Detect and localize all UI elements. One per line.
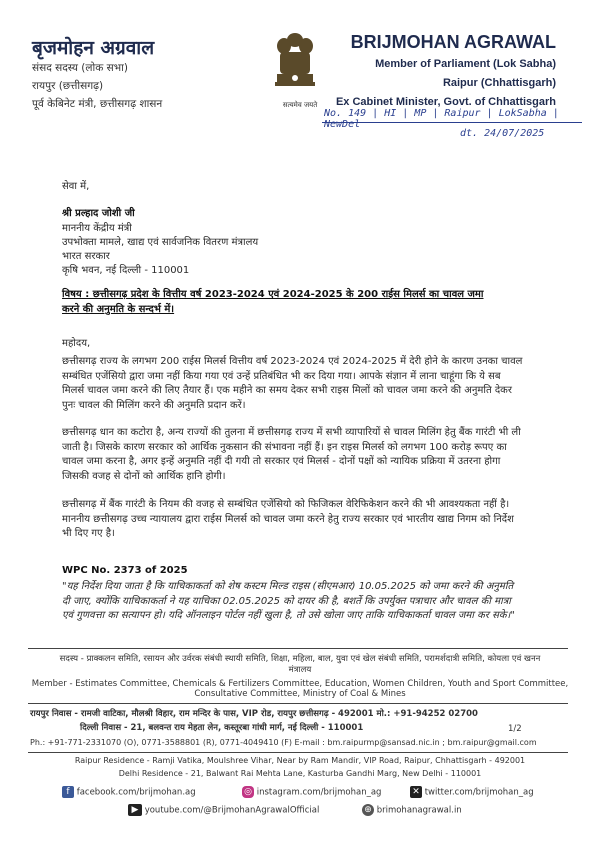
- recipient-line-4: कृषि भवन, नई दिल्ली - 110001: [62, 265, 190, 276]
- footer-divider-mid: [28, 703, 568, 704]
- twitter-x-icon: ✕: [410, 786, 422, 798]
- youtube-link[interactable]: ▶ youtube.com/@BrijmohanAgrawalOfficial: [128, 804, 319, 816]
- footer-delhi-hindi: दिल्ली निवास - 21, बलवन्त राय मेहता लेन, कस्तूरबा गांधी मार्ग, नई दिल्ली - 110001: [80, 723, 364, 733]
- facebook-icon: f: [62, 786, 74, 798]
- footer-raipur-hindi: रायपुर निवास - रामजी वाटिका, मौलश्री विहार, राम मन्दिर के पास, VIP रोड, रायपुर छत्तीसगढ़ - 492001 मो.: +91-94252 02700: [30, 709, 478, 719]
- recipient-line-1: माननीय केंद्रीय मंत्री: [62, 223, 132, 234]
- wpc-number: WPC No. 2373 of 2025: [62, 565, 188, 576]
- subject-line-2: करने की अनुमति के सन्दर्भ में।: [62, 304, 175, 315]
- paragraph-1: छत्तीसगढ़ राज्य के लगभग 200 राईस मिलर्स वित्तीय वर्ष 2023-2024 एवं 2024-2025 में देरी होने के कारण उनका चावल सम्बंधित एजेंसियो द्वारा जमा नहीं किया गया एवं उन्हें प्रतिबंधित भी कर दिया गया। आपके संज्ञान में लाना चाहूंगा कि ये सब मिलर्स चावल जमा करने की लिए तैयार हैं। एक महीने का समय देकर सभी राइस मिलों को चावल जमा करने की अनुमति देकर पुनः चावल की मिलिंग करने की अनुमति प्रदान करें।: [62, 356, 523, 411]
- subject-line-1: विषय : छत्तीसगढ़ प्रदेश के वित्तीय वर्ष 2023-2024 एवं 2024-2025 के 200 राईस मिलर्स का चावल जमा: [62, 289, 484, 300]
- footer-contact-line: Ph.: +91-771-2331070 (O), 0771-3588801 (R), 0771-4049410 (F) E-mail : bm.raipurmp@sansad.nic.in ; bm.raipur@gmail.com: [30, 738, 537, 747]
- motto: सत्यमेव जयते: [282, 101, 318, 109]
- english-name: BRIJMOHAN AGRAWAL: [350, 32, 556, 52]
- twitter-link[interactable]: ✕ twitter.com/brijmohan_ag: [410, 786, 534, 798]
- hindi-designation-1: संसद सदस्य (लोक सभा): [32, 62, 128, 74]
- footer-divider-low: [28, 752, 568, 753]
- instagram-icon: ◎: [242, 786, 254, 798]
- letter-date: dt. 24/07/2025: [460, 128, 545, 139]
- globe-icon: ⊕: [362, 804, 374, 816]
- reference-number: No. 149 | HI | MP | Raipur | LokSabha | NewDel: [324, 108, 559, 130]
- hindi-designation-2: रायपुर (छत्तीसगढ़): [32, 80, 104, 92]
- recipient-line-2: उपभोक्ता मामले, खाद्य एवं सार्वजनिक वितरण मंत्रालय: [62, 237, 259, 248]
- footer-raipur-english: Raipur Residence - Ramji Vatika, Moulshree Vihar, Near by Ram Mandir, VIP Road, Raipur, Chhattisgarh - 492001: [74, 756, 526, 765]
- instagram-link[interactable]: ◎ instagram.com/brijmohan_ag: [242, 786, 381, 798]
- recipient-name: श्री प्रल्हाद जोशी जी: [62, 208, 135, 219]
- youtube-icon: ▶: [128, 804, 142, 816]
- salutation-to: सेवा में,: [62, 181, 90, 192]
- hindi-name: बृजमोहन अग्रवाल: [32, 37, 155, 59]
- website-link[interactable]: ⊕ brimohanagrawal.in: [362, 804, 462, 816]
- footer-delhi-english: Delhi Residence - 21, Balwant Rai Mehta Lane, Kasturba Gandhi Marg, New Delhi - 110001: [118, 769, 482, 778]
- recipient-line-3: भारत सरकार: [62, 251, 110, 262]
- court-quote: "यह निर्देश दिया जाता है कि याचिकाकर्ता को शेष कस्टम मिल्ड राइस (सीएमआर) 10.05.2025 को जमा करने की अनुमति दी जाए, क्योंकि याचिकाकर्ता ने यह याचिका 02.05.2025 को दायर की है, बशर्ते कि उपर्युक्त पत्राचार और चावल की मात्रा एवं गुणवत्ता का सत्यापन हो। यदि ऑनलाइन पोर्टल नहीं खुला है, तो उसे खोला जाए ताकि याचिकाकर्ता चावल जमा कर सके।": [62, 581, 515, 621]
- ref-underline: [322, 122, 582, 123]
- hindi-designation-3: पूर्व केबिनेट मंत्री, छत्तीसगढ़ शासन: [32, 98, 163, 110]
- english-designation-1: Member of Parliament (Lok Sabha): [375, 58, 556, 70]
- greeting: महोदय,: [62, 338, 91, 349]
- paragraph-3: छत्तीसगढ़ में बैंक गारंटी के नियम की वजह से सम्बंधित एजेंसियो को फिजिकल वेरिफिकेशन करने की भी आवश्यकता नहीं है। माननीय छत्तीसगढ़ उच्च न्यायालय द्वारा राईस मिलर्स को चावल जमा करने हेतु राज्य सरकार एवं भारतीय खाद्य निगम को निर्देश भी दिए गए है।: [62, 499, 514, 539]
- paragraph-2: छत्तीसगढ़ धान का कटोरा है, अन्य राज्यों की तुलना में छत्तीसगढ़ राज्य में सभी व्यापारियों से चावल मिलिंग हेतु बैंक गारंटी भी ली जाती है। जिसके कारण सरकार को आर्थिक नुकसान की संभावना नहीं हैं। इन राइस मिलर्स को लगभग 100 करोड़ रूपए का चावल जमा करना है, अगर इन्हें अनुमति नहीं दी गयी तो सरकार एवं मिलर्स - दोनों पक्षों को न्यायिक प्रक्रिया में उतरना होगा जिसकी वजह से दोनों को आर्थिक हानि होगी।: [62, 427, 521, 482]
- national-emblem-icon: [270, 30, 320, 100]
- footer-member-english: Member - Estimates Committee, Chemicals & Fertilizers Committee, Education, Women Children, Youth and Sport Committee, Consultative Committee, Ministry of Coal & Mines: [31, 679, 569, 699]
- english-designation-2: Raipur (Chhattisgarh): [442, 77, 556, 89]
- footer-member-hindi: सदस्य - प्राक्कलन समिति, रसायन और उर्वरक संबंधी स्थायी समिति, शिक्षा, महिला, बाल, युवा एवं खेल संबंधी समिति, परामर्शदात्री समिति, कोयला एवं खनन मंत्रालय: [59, 654, 541, 675]
- facebook-link[interactable]: f facebook.com/brijmohan.ag: [62, 786, 196, 798]
- footer-divider-top: [28, 648, 568, 649]
- page-number: 1/2: [508, 724, 522, 734]
- english-designation-3: Ex Cabinet Minister, Govt. of Chhattisgarh: [335, 96, 556, 108]
